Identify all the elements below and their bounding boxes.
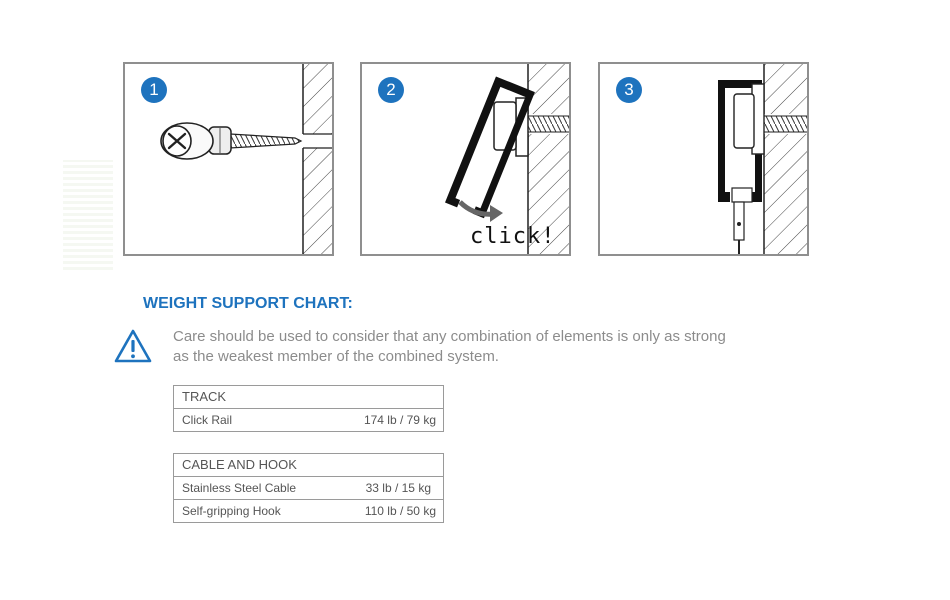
item-capacity: 33 lb / 15 kg [365, 481, 431, 495]
wall-hatch-icon [302, 64, 332, 254]
item-capacity: 174 lb / 79 kg [363, 413, 436, 427]
safety-warning-text [173, 327, 793, 367]
curved-arrow-icon [460, 202, 503, 222]
weight-support-chart-title: WEIGHT SUPPORT CHART: [143, 295, 353, 312]
faint-background-strip [63, 160, 113, 270]
step-1-panel [123, 62, 334, 256]
track-capacity-table [173, 385, 444, 432]
table-row [174, 409, 443, 431]
item-name: Self-gripping Hook [182, 504, 281, 518]
warning-triangle-icon [114, 329, 152, 363]
table-row [174, 477, 443, 499]
warning-line-1: Care should be used to consider that any combination of elements is only as strong [173, 328, 726, 345]
table-header: TRACK [174, 386, 443, 409]
item-name: Click Rail [182, 413, 233, 427]
warning-line-2: as the weakest member of the combined system. [173, 348, 499, 365]
screw-icon [161, 123, 301, 159]
wall-hatch-icon [763, 64, 809, 254]
item-capacity: 110 lb / 50 kg [364, 504, 436, 518]
step-2-panel [360, 62, 571, 256]
step-number-badge: 1 [141, 77, 167, 103]
click-caption: click! [470, 224, 556, 249]
table-row [174, 499, 443, 522]
click-rail-profile-icon [718, 80, 764, 202]
cable-hook-capacity-table [173, 453, 444, 523]
table-header: CABLE AND HOOK [174, 454, 443, 477]
step-3-panel [598, 62, 809, 256]
item-name: Stainless Steel Cable [182, 481, 297, 495]
hook-and-cable-icon [732, 188, 752, 254]
step-number-badge: 3 [616, 77, 642, 103]
step-number-badge: 2 [378, 77, 404, 103]
